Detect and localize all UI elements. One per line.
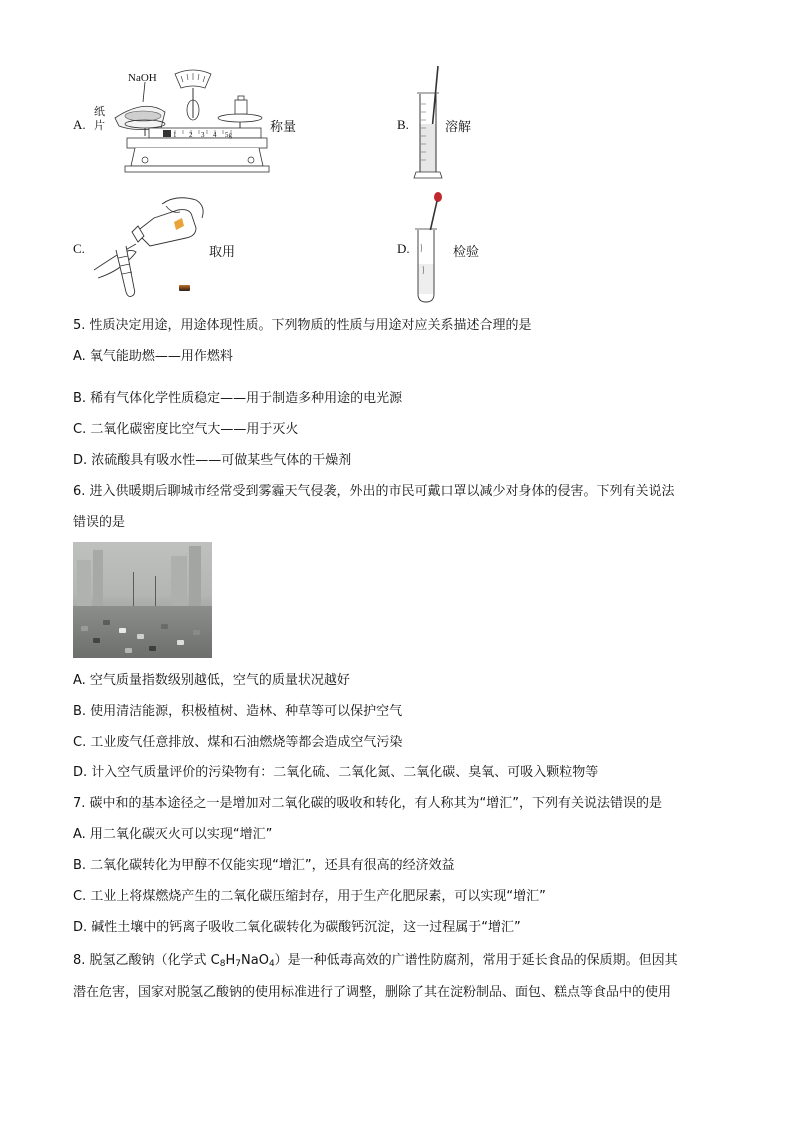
question-stem: 6. 进入供暖期后聊城市经常受到雾霾天气侵袭，外出的市民可戴口罩以减少对身体的侵害。下列有关说法 [73, 484, 675, 499]
option-caption: 称量 [270, 120, 297, 135]
scale-tick: 3 [201, 131, 205, 139]
scale-tick: 2 [189, 131, 193, 139]
option-letter: B. [397, 117, 409, 132]
answer-option: C. 二氧化碳密度比空气大——用于灭火 [73, 422, 299, 437]
stem-text: 8. 脱氢乙酸钠（化学式 C [73, 953, 220, 968]
option-caption: 溶解 [445, 120, 472, 135]
formula-subscript: 4 [268, 959, 275, 969]
option-letter: D. [397, 241, 410, 256]
formula-subscript: 8 [219, 959, 226, 969]
scale-tick: 1 [173, 131, 177, 139]
answer-option: A. 用二氧化碳灭火可以实现“增汇” [73, 827, 273, 842]
scale-tick: 4 [213, 131, 217, 139]
option-letter: C. [73, 241, 85, 256]
formula-subscript: 7 [235, 959, 241, 969]
option-caption: 检验 [453, 245, 480, 260]
formula-text: H [225, 953, 236, 968]
bottle-stopper-icon [179, 285, 190, 291]
option-letter: A. [73, 117, 86, 132]
answer-option: B. 稀有气体化学性质稳定——用于制造多种用途的电光源 [73, 391, 403, 406]
liquid-pouring-figure [92, 192, 212, 300]
question-stem: 5. 性质决定用途，用途体现性质。下列物质的性质与用途对应关系描述合理的是 [73, 318, 532, 333]
test-tube-dropper-figure [410, 190, 450, 304]
answer-option: A. 空气质量指数级别越低，空气的质量状况越好 [73, 673, 350, 688]
answer-option: A. 氧气能助燃——用作燃料 [73, 349, 233, 364]
answer-option: D. 计入空气质量评价的污染物有：二氧化硫、二氧化氮、二氧化碳、臭氧、可吸入颗粒物等 [73, 765, 599, 780]
question-stem [73, 953, 678, 972]
answer-option: C. 工业废气任意排放、煤和石油燃烧等都会造成空气污染 [73, 735, 403, 750]
answer-option: D. 碱性土壤中的钙离子吸收二氧化碳转化为碳酸钙沉淀，这一过程属于“增汇” [73, 920, 521, 935]
question-stem: 错误的是 [73, 515, 126, 530]
paper-label: 片 [94, 119, 105, 132]
answer-option: C. 工业上将煤燃烧产生的二氧化碳压缩封存，用于生产化肥尿素，可以实现“增汇” [73, 889, 546, 904]
formula-text: NaO [241, 953, 269, 968]
question-stem: 潜在危害，国家对脱氢乙酸钠的使用标准进行了调整，删除了其在淀粉制品、面包、糕点等食品中的使用 [73, 985, 672, 1000]
naoh-label: NaOH [128, 72, 157, 84]
question-stem: 7. 碳中和的基本途径之一是增加对二氧化碳的吸收和转化，有人称其为“增汇”，下列有关说法错误的是 [73, 796, 663, 811]
paper-label: 纸 [94, 105, 105, 118]
answer-option: D. 浓硫酸具有吸水性——可做某些气体的干燥剂 [73, 453, 352, 468]
option-caption: 取用 [209, 245, 236, 260]
smog-road-photo [73, 542, 212, 658]
scale-tick: 5g [225, 131, 232, 139]
balance-weighing-figure [105, 70, 275, 180]
answer-option: B. 二氧化碳转化为甲醇不仅能实现“增汇”，还具有很高的经济效益 [73, 858, 455, 873]
stem-text: ）是一种低毒高效的广谱性防腐剂，常用于延长食品的保质期。但因其 [274, 953, 678, 968]
answer-option: B. 使用清洁能源，积极植树、造林、种草等可以保护空气 [73, 704, 403, 719]
